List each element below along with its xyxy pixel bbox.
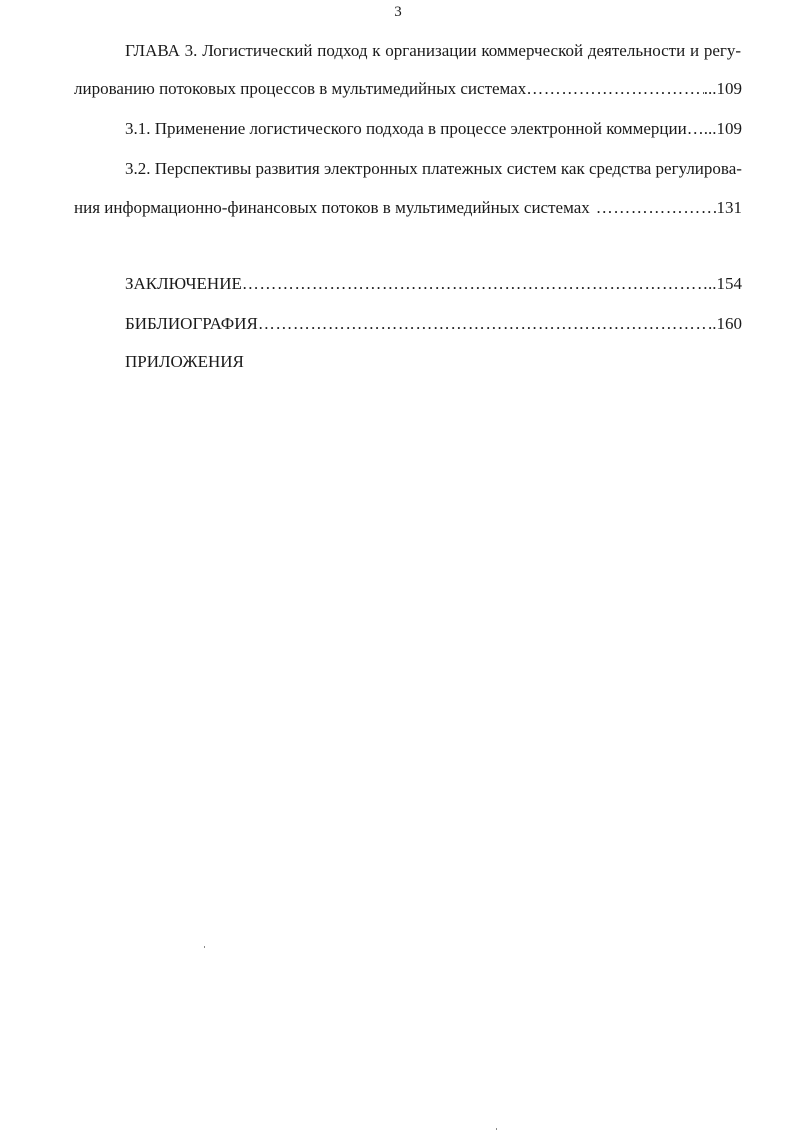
toc-section-3-2-title-cont: ния информационно-финансовых потоков в мультимедийных системах: [74, 198, 590, 217]
toc-section-3-2-line-1: 3.2. Перспективы развития электронных платежных систем как средства регулирова-: [125, 159, 742, 178]
toc-chapter-3-title-cont: лированию потоковых процессов в мультимедийных системах: [74, 79, 527, 98]
toc-chapter-3-line-2: [74, 78, 742, 100]
dot-leader: [596, 197, 717, 219]
toc-section-3-1-title: 3.1. Применение логистического подхода в процессе электронной коммерции: [125, 119, 687, 138]
toc-bibliography: [125, 313, 742, 335]
toc-appendices: ПРИЛОЖЕНИЯ: [125, 352, 244, 371]
toc-bibliography-title: БИБЛИОГРАФИЯ: [125, 314, 258, 333]
dot-leader: [242, 273, 708, 295]
scan-speck: [204, 946, 205, 948]
toc-bibliography-page: ..160: [708, 314, 742, 333]
toc-section-3-1: [125, 118, 742, 140]
dot-leader: [687, 118, 704, 140]
scan-speck: [496, 1128, 497, 1130]
dot-leader: [526, 78, 704, 100]
toc-chapter-3-line-1: ГЛАВА 3. Логистический подход к организации коммерческой деятельности и регу-: [125, 41, 741, 60]
toc-section-3-1-page: ...109: [703, 119, 742, 138]
toc-conclusion-page: ..154: [708, 274, 742, 293]
dot-leader: [258, 313, 708, 335]
toc-conclusion: [125, 273, 742, 295]
toc-section-3-2-line-2: [74, 197, 742, 219]
toc-chapter-3-page: ...109: [703, 79, 742, 98]
page-number: 3: [394, 4, 402, 20]
toc-section-3-2-page: 131: [716, 198, 742, 217]
toc-conclusion-title: ЗАКЛЮЧЕНИЕ: [125, 274, 242, 293]
